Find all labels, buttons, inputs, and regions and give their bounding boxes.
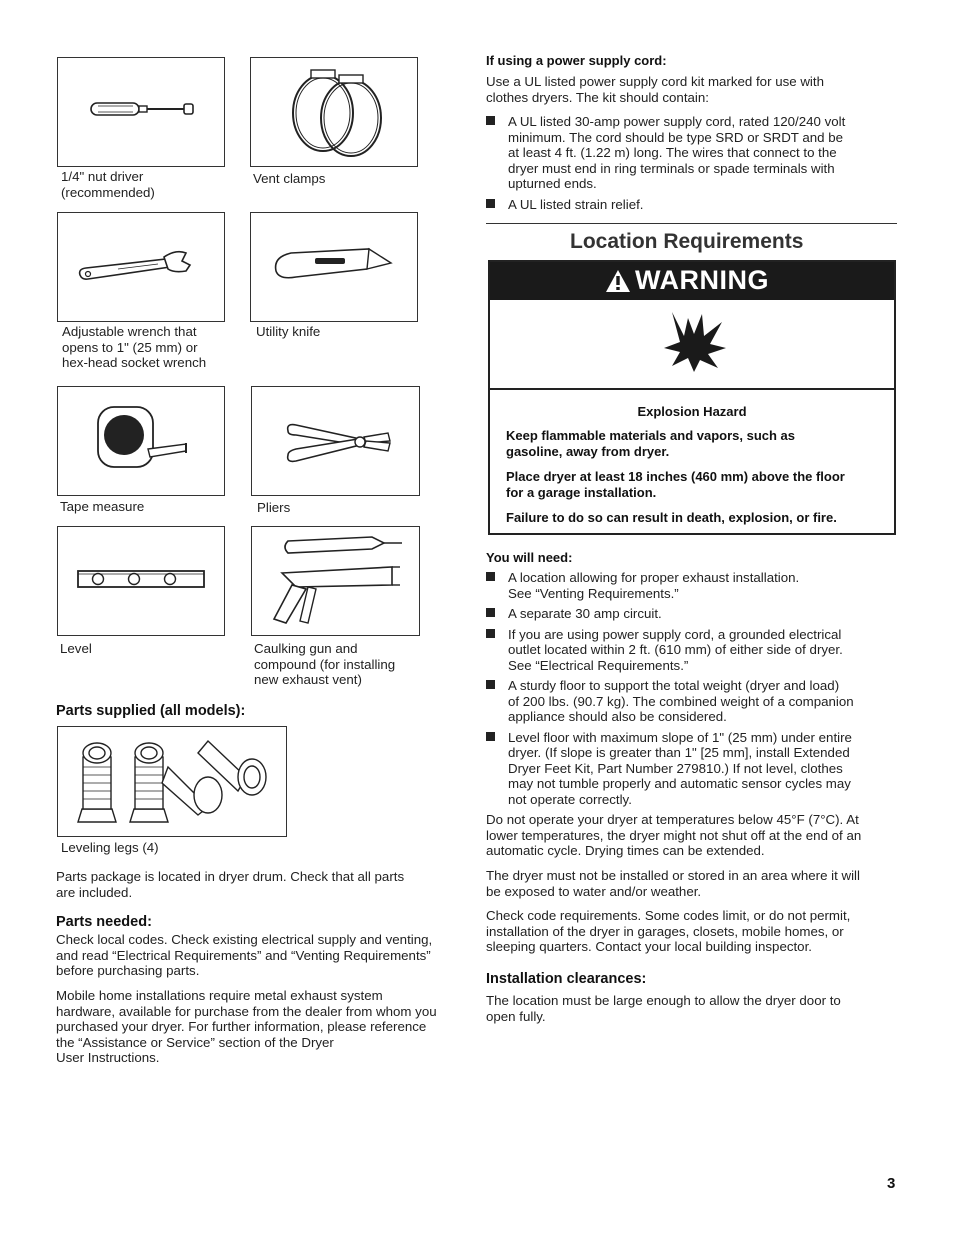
nut-driver-icon [58,58,224,166]
power-cord-intro: Use a UL listed power supply cord kit marked for use with clothes dryers. The kit should contain: [486,74,824,105]
bullet-square-icon [486,680,495,689]
tool-caption-pliers: Pliers [257,500,291,515]
tool-image-caulking-gun [251,526,420,636]
tool-caption-adjustable-wrench: Adjustable wrench that opens to 1" (25 mm) or hex-head socket wrench [62,324,207,370]
water-paragraph: The dryer must not be installed or stored in an area where it will be exposed to water and/or weather. [486,868,860,899]
parts-supplied-heading: Parts supplied (all models): [56,703,246,719]
tool-caption-nut-driver: 1/4" nut driver (recommended) [61,169,155,200]
location-requirements-title: Location Requirements [570,230,804,253]
list-item: A UL listed 30-amp power supply cord, rated 120/240 volt minimum. The cord should be type SRD or SRDT and be at least 4 ft. (1.22 m) long. The wires that connect to the dryer must end in ring terminals or spade terminals with upturned ends. [486,114,896,192]
clearances-heading: Installation clearances: [486,971,647,987]
vent-clamps-icon [251,58,417,166]
you-will-need-heading: You will need: [486,550,573,565]
parts-needed-para-2: Mobile home installations require metal exhaust system hardware, available for purchase from the dealer from whom you purchased your dryer. For further information, please reference the “Assistance or Service” section of the Dryer User Instructions. [56,988,437,1065]
tape-measure-icon [58,387,224,495]
temperature-paragraph: Do not operate your dryer at temperatures below 45°F (7°C). At lower temperatures, the dryer might not shut off at the end of an automatic cycle. Drying times can be extended. [486,812,862,858]
tool-caption-caulking-gun: Caulking gun and compound (for installing new exhaust vent) [254,641,396,687]
list-item: A sturdy floor to support the total weight (dryer and load) of 200 lbs. (90.7 kg). The combined weight of a companion appliance should also be considered. [486,678,898,725]
section-divider [486,223,897,224]
codes-paragraph: Check code requirements. Some codes limit, or do not permit, installation of the dryer in garages, closets, mobile homes, or sleeping quarters. Contact your local building inspector. [486,908,851,954]
tool-image-pliers [251,386,420,496]
tool-caption-utility-knife: Utility knife [256,324,321,339]
warning-line-1: Keep flammable materials and vapors, such as gasoline, away from dryer. [506,428,796,459]
utility-knife-icon [251,213,417,321]
clearances-text: The location must be large enough to allow the dryer door to open fully. [486,993,841,1024]
bullet-square-icon [486,608,495,617]
page-number: 3 [887,1175,896,1192]
tool-image-nut-driver [57,57,225,167]
warning-triangle-icon [604,268,632,294]
tool-image-vent-clamps [250,57,418,167]
list-item: Level floor with maximum slope of 1" (25 mm) under entire dryer. (If slope is greater than 1" [25 mm], install Extended Dryer Feet Kit, Part Number 279810.) If not level, clothes may not tumble properly and automatic sensor cycles may not operate correctly. [486,730,898,808]
warning-line-2: Place dryer at least 18 inches (460 mm) above the floor for a garage installation. [506,469,845,500]
explosion-icon [662,308,728,374]
power-cord-list [486,114,896,217]
hazard-title: Explosion Hazard [637,404,747,419]
bullet-square-icon [486,732,495,741]
pliers-icon [252,387,419,495]
list-item: A UL listed strain relief. [486,197,896,213]
bullet-square-icon [486,199,495,208]
leveling-legs-image [57,726,287,837]
warning-line-3: Failure to do so can result in death, explosion, or fire. [506,510,837,525]
tool-image-adjustable-wrench [57,212,225,322]
tool-image-utility-knife [250,212,418,322]
adjustable-wrench-icon [58,213,224,321]
leveling-legs-icon [58,727,286,836]
list-item: A location allowing for proper exhaust installation. See “Venting Requirements.” [486,570,898,601]
bullet-square-icon [486,629,495,638]
list-item: A separate 30 amp circuit. [486,606,898,622]
tool-image-level [57,526,225,636]
needs-list [486,570,898,812]
parts-supplied-note: Parts package is located in dryer drum. Check that all parts are included. [56,869,405,900]
tool-caption-vent-clamps: Vent clamps [253,171,326,186]
leveling-legs-caption: Leveling legs (4) [61,840,159,855]
tool-caption-tape-measure: Tape measure [60,499,145,514]
parts-needed-heading: Parts needed: [56,914,152,930]
power-cord-heading: If using a power supply cord: [486,53,667,68]
tool-image-tape-measure [57,386,225,496]
caulking-gun-icon [252,527,419,635]
warning-label: WARNING [635,265,769,295]
bullet-square-icon [486,572,495,581]
list-item: If you are using power supply cord, a grounded electrical outlet located within 2 ft. (610 mm) of either side of dryer. See “Electrical Requirements.” [486,627,898,674]
tool-caption-level: Level [60,641,92,656]
level-icon [58,527,224,635]
parts-needed-para-1: Check local codes. Check existing electrical supply and venting, and read “Electrical Requirements” and “Venting Requirements” before purchasing parts. [56,932,433,978]
warning-box [488,260,896,535]
bullet-square-icon [486,116,495,125]
